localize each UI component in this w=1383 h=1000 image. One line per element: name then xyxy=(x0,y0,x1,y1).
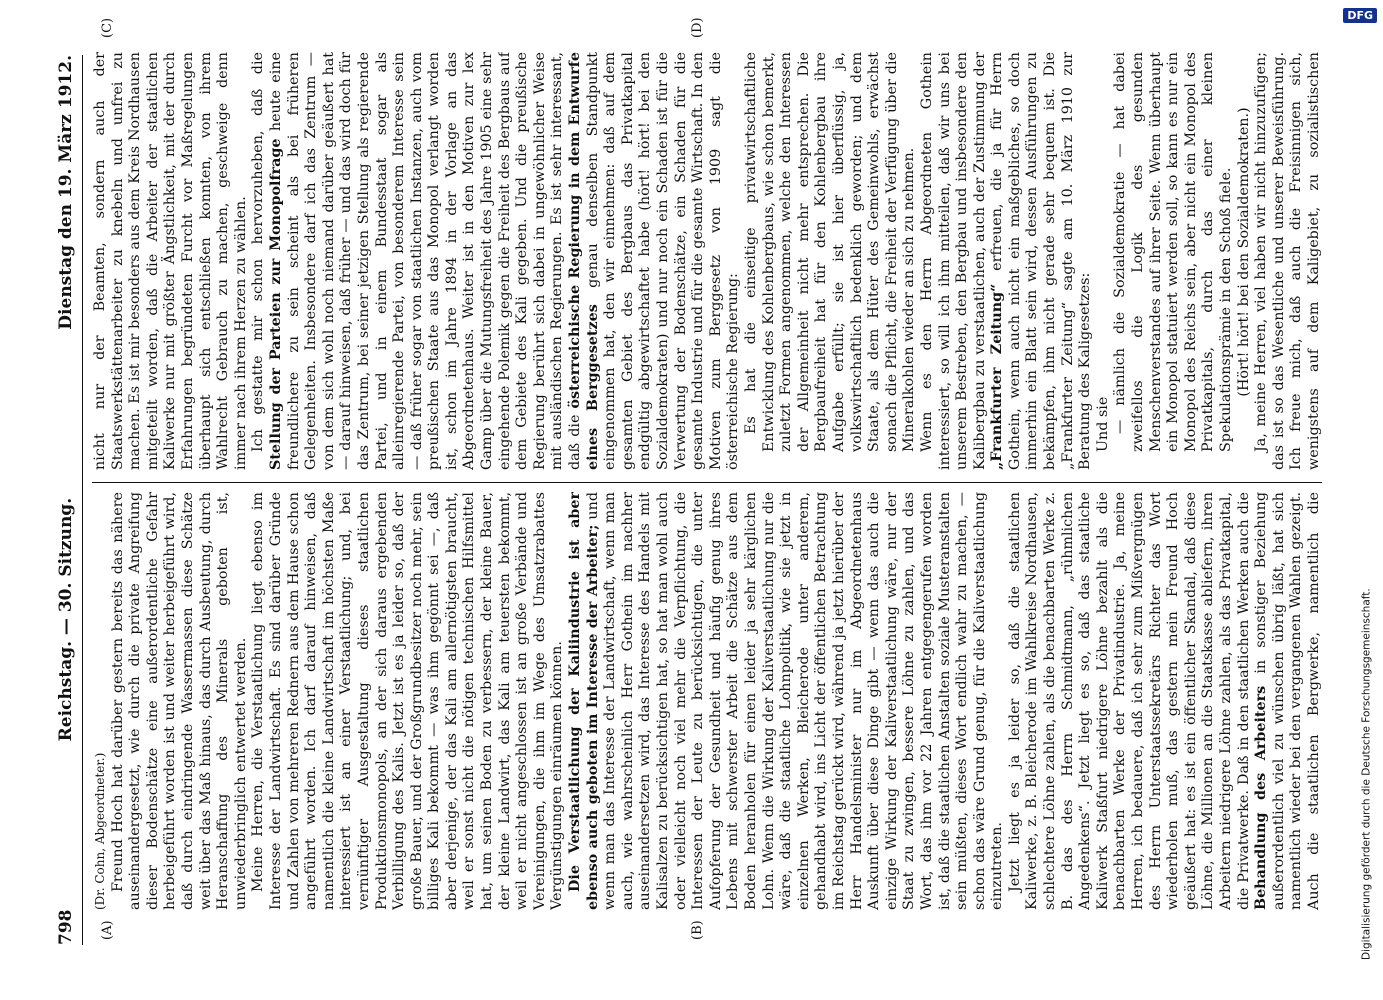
paragraph xyxy=(250,52,743,470)
paragraph-text: in sonstiger Beziehung außerordentlich viel zu wünschen übrig läßt, hat sich namentlich wieder bei den vergangenen Wahlen gezeigt. Auch die staatlichen Bergwerke, namentlich die xyxy=(1253,492,1322,910)
margin-marker-b: (B) xyxy=(690,920,705,940)
paragraph: Meine Herren, die Verstaatlichung liegt ebenso im Interesse der Landwirtschaft. Es sind darüber Gründe und Zahlen von mehreren Rednern aus dem Hause schon angeführt worden. Ich darf darauf hinweisen, daß namentlich die kleine Landwirtschaft im höchsten Maße interessiert ist an einer Verstaatlichung; und, bei vernünftiger Ausgestaltung dieses staatlichen Produktionsmonopols, an der sich daraus ergebenden Verbilligung des Kalis. Jetzt ist es ja leider so, daß der große Bauer, und der Großgrundbesitzer noch mehr, sein billiges Kali bekommt — was ihm gegönnt sei —, daß aber derjenige, der das Kali am allernötigsten braucht, weil er sonst nicht die nötigen technischen Hilfsmittel hat, um seinen Boden zu verbessern, der kleine Bauer, der kleine Landwirt, das Kali am teuersten bekommt, weil er nicht angeschlossen ist an große Verbände und Vereinigungen, die ihm im Wege des Umsatzrabattes Vergünstigungen einräumen können. xyxy=(250,492,566,910)
paragraph-text: und wenn man das Interesse der Landwirtschaft, wenn man auch, wie wahrscheinlich Herr Gothein im nachher auseinandersetzen wird, das Interesse des Handels mit Kalisalzen zu berücksichtigen hat, so hat man wohl auch oder vielleicht noch viel mehr die Verpflichtung, die Interessen der Leute zu berücksichtigen, die unter Aufopferung der Gesundheit und häufig genug ihres Lebens mit schwerster Arbeit die Schätze aus dem Boden heranholen für einen leider ja sehr kärglichen Lohn. Wenn die Wirkung der Kaliverstaatlichung nur die wäre, daß die staatliche Lohnpolitik, wie sie jetzt in einzelnen Werken, Bleicherode unter anderem, gehandhabt wird, ins Licht der öffentlichen Betrachtung im Reichstag gerückt wird, während ja jetzt hierüber der Herr Handelsminister nur im Abgeordnetenhaus Auskunft über diese Dinge gibt — wenn das auch die einzige Wirkung der Kaliverstaatlichung wäre, nur der Staat zu zwingen, bessere Löhne zu zahlen, und das Wort, das ihm vor 22 Jahren entgegengerufen worden ist, daß die staatlichen Anstalten soziale Musteranstalten sein müßten, dieses Wort endlich wahr zu machen, — schon das wäre Grund genug, für die Kaliverstaatlichung einzutreten. xyxy=(584,492,1006,910)
margin-marker-a: (A) xyxy=(100,920,115,940)
session-title: Reichstag. — 30. Sitzung. xyxy=(56,497,76,742)
emphasis: „Frankfurter Zeitung“ xyxy=(989,283,1006,470)
paragraph xyxy=(919,52,1095,470)
left-column xyxy=(92,492,1322,910)
right-column xyxy=(92,52,1322,470)
digitization-credit: Digitalisierung gefördert durch die Deutsche Forschungsgemeinschaft. xyxy=(1361,588,1373,960)
header-rule xyxy=(82,55,83,945)
speaker-note: (Dr. Cohn, Abgeordneter.) xyxy=(93,752,107,910)
paragraph xyxy=(1007,492,1322,910)
page-header xyxy=(52,55,80,945)
quotation: Es hat die einseitige privatwirtschaftliche Entwicklung des Kohlenbergbaus, wie schon bemerkt, zuletzt Formen angenommen, welche den Interessen der Allgemeinheit nicht mehr entsprechen. Die Bergbaufreiheit hat für den Kohlenbergbau ihre Aufgabe erfüllt; sie ist hier überflüssig, ja, volkswirtschaftlich bedenklich geworden; und dem Staate, als dem Hüter des Gemeinwohls, erwächst sonach die Pflicht, die Freiheit der Verfügung über die Mineralkohlen wieder an sich zu nehmen. xyxy=(742,52,918,452)
paragraph: nicht nur der Beamten, sondern auch der Staatswerkstättenarbeiter zu knebeln und unfrei zu machen. Es ist mir besonders aus dem Kreis Nordhausen mitgeteilt worden, daß die Arbeiter der staatlichen Kaliwerke nur mit größter Ängstlichkeit, mit der durch Erfahrungen begründeten Furcht vor Maßregelungen überhaupt sich entschließen konnten, von ihrem Wahlrecht Gebrauch zu machen, geschweige denn immer nach ihrem Herzen zu wählen. xyxy=(92,52,249,470)
paragraph-text: erfreuen, die ja für Herrn Gothein, wenn auch nicht ein maßgebliches, so doch immerhin ein Blatt sein wird, dessen Ausführungen zu bekämpfen, ihm nicht gerade sehr bequem ist. Die „Frankfurter Zeitung“ sagte am 10. März 1910 zur Beratung des Kaligesetzes: xyxy=(989,52,1094,470)
page-number: 798 xyxy=(56,909,76,945)
paragraph: Und sie xyxy=(1094,396,1111,452)
paragraph-text: heute eine freundlichere zu sein scheint als bei früheren Gelegenheiten. Insbesondere darf ich das Zentrum — von dem sich wohl noch niemand darüber geäußert hat — darauf hinweisen, daß früher — und das wird doch für das Zentrum, bei seiner jetzigen Stellung als regierende Partei, und in einem Bundesstaat sogar als alleinregierende Partei, von besonderem Interesse sein — daß früher sogar von staatlichen Instanzen, auch vom preußischen Staate aus das Monopol verlangt worden ist, schon im Jahre 1894 in der Vorlage an das Abgeordnetenhaus. Weiter ist in den Motiven zur lex Gamp über die Mutungsfreiheit des Jahre 1905 eine sehr eingehende Polemik gegen die Freiheit des Bergbaus auf dem Gebiete des Kali gegeben. Und die preußische Regierung berührt sich dabei in ungewöhnlicher Weise mit ausländischen Regierungen. Es ist sehr interessant, daß die xyxy=(267,52,584,470)
paragraph-text: Wenn es den Herrn Abgeordneten Gothein interessiert, so will ich ihm mitteilen, daß wir uns bei unserem Bestreben, den Bergbau und insbesondere den Kalibergbau zu verstaatlichen, auch der Zustimmung der xyxy=(918,52,988,470)
emphasis: Behandlung des Arbeiters xyxy=(1253,685,1270,910)
quotation: — nämlich die Sozialdemokratie — hat dabei zweifellos die Logik des gesunden Menschenverstandes auf ihrer Seite. Wenn überhaupt ein Monopol statuiert werden soll, so kann es nur ein Monopol des Reichs sein, aber nicht ein Monopol des Privatkapitals, durch das einer kleinen Spekulationsprämie in den Schoß fiele. xyxy=(1112,52,1234,452)
interjection: (Hört! hört! bei den Sozialdemokraten.) xyxy=(1235,107,1252,397)
emphasis: Die Verstaatlichung der Kaliindustrie ist aber ebenso auch geboten im Interesse der Arbeiter; xyxy=(567,492,601,910)
session-date: Dienstag den 19. März 1912. xyxy=(56,55,76,330)
paragraph-text: Ich gestatte mir schon hervorzuheben, daß die xyxy=(250,52,267,452)
paragraph: Freund Hoch hat darüber gestern bereits das nähere auseinandergesetzt, wie durch die private Angreifung dieser Bodenschätze eine außerordentliche Gefahr herbeigeführt worden ist und weiter herbeigeführt wird, daß durch eindringende Wassermassen diese Schätze weit über das Maß hinaus, das durch Ausbeutung, durch Heranschaffung des Minerals geboten ist, unwiederbringlich entwertet werden. xyxy=(109,492,249,910)
margin-marker-d: (D) xyxy=(690,17,705,38)
column-divider xyxy=(92,482,1322,483)
paragraph: Ja, meine Herren, viel haben wir nicht hinzuzufügen; das ist so das Wesentliche und unserer Beweisführung. Ich freue mich, daß auch die Freisinnigen sich, wenigstens auf dem Kaligebiet, zu sozialistischen xyxy=(1253,52,1322,470)
margin-marker-c: (C) xyxy=(100,17,115,38)
paragraph-text: Jetzt liegt es ja leider so, daß die staatlichen Kaliwerke, z. B. Bleicherode im Wahlkreise Nordhausen, schlechtere Löhne zahlen, als die benachbarten Werke z. B. das des Herrn Schmidtmann, „rühmlichen Angedenkens“. Jetzt liegt es so, daß das staatliche Kaliwerk Staßfurt niedrigere Löhne bezahlt als die benachbarten Werke der Privatindustrie. Ja, meine Herren, ich bedauere, daß ich sehr zum Mißvergnügen des Herrn Unterstaatssekretärs Richter das Wort wiederholen muß, das gestern mein Freund Hoch geäußert hat: es ist ein öffentlicher Skandal, daß diese Löhne, die Millionen an die Staatskasse abliefern, ihren Arbeitern niedrigere Löhne zahlen, als das Privatkapital, die Privatwerke. Daß in den staatlichen Werken auch die xyxy=(1006,492,1252,910)
dfg-logo: DFG xyxy=(1343,8,1377,23)
paragraph-text: genau denselben Standpunkt eingenommen hat, den wir einnehmen: daß auf dem gesamten Gebiet des Bergbaus das Privatkapital endgültig abgewirtschaftet habe (hört! hört! bei den Sozialdemokraten) und nur noch ein Schaden ist für die Verwertung der Bodenschätze, ein Schaden für die gesamte Industrie und für die gesamte Wirtschaft. In den Motiven zum Berggesetz von 1909 sagt die österreichische Regierung: xyxy=(584,52,742,470)
emphasis: Stellung der Parteien zur Monopolfrage xyxy=(267,138,284,470)
emphasis: österreichische Regierung in dem Entwurfe eines Berggesetzes xyxy=(567,52,601,470)
paragraph xyxy=(567,492,1007,910)
